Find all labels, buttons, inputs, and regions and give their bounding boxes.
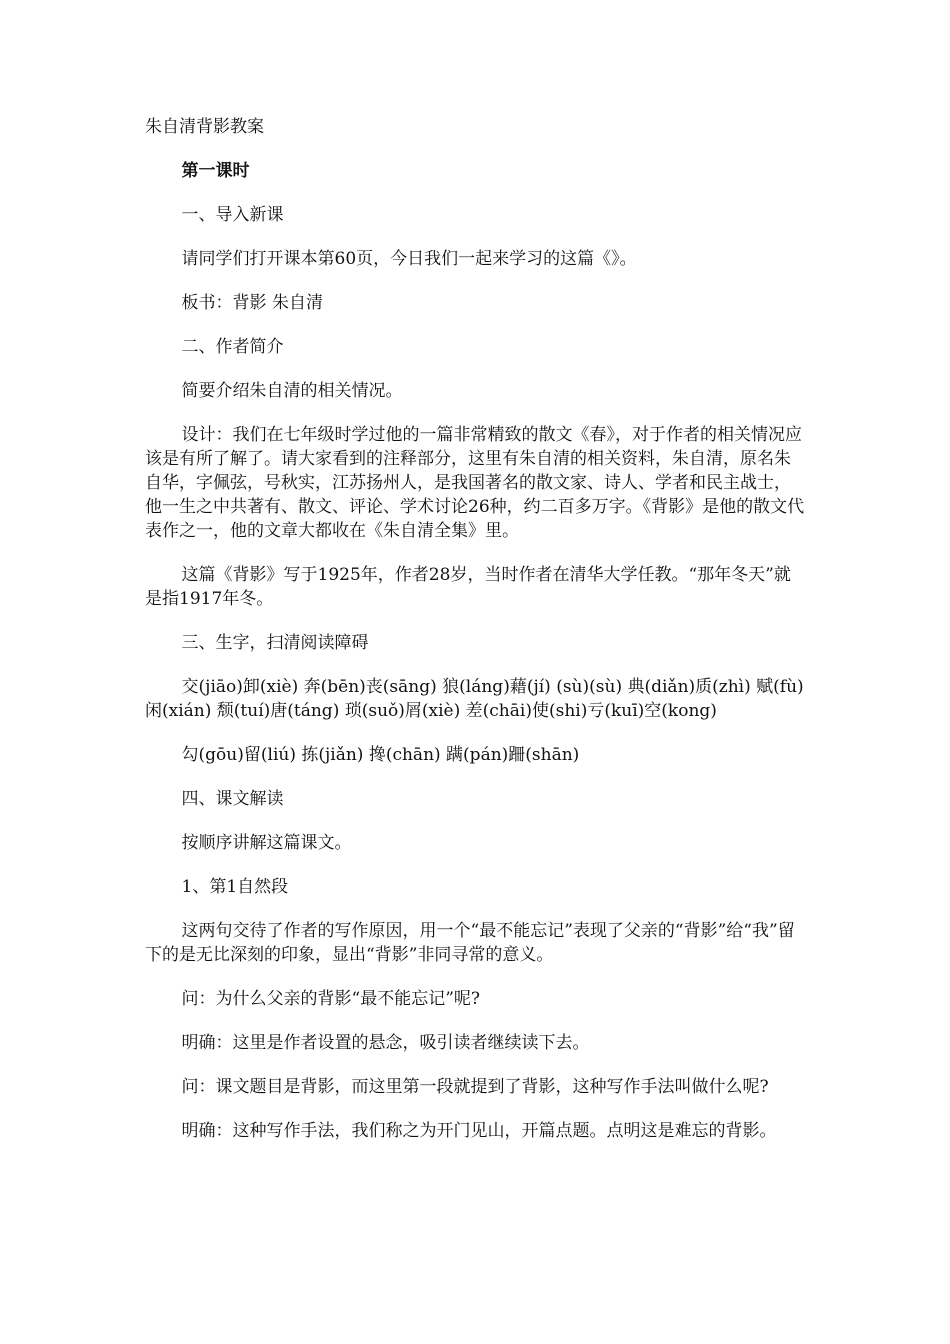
section-heading-reading: 四、课文解读 [181,789,284,809]
subheading: 1、第1自然段 [181,877,289,897]
lesson-heading: 第一课时 [181,161,250,181]
paragraph: 这两句交待了作者的写作原因，用一个“最不能忘记”表现了父亲的“背影”给“我”留下的是无比深刻的印象，显出“背影”非同寻常的意义。 [145,921,795,965]
document-body [145,115,805,1163]
paragraph: 请同学们打开课本第60页，今日我们一起来学习的这篇《》。 [181,249,637,269]
paragraph: 设计：我们在七年级时学过他的一篇非常精致的散文《春》，对于作者的相关情况应该是有所了解了。请大家看到的注释部分，这里有朱自清的相关资料，朱自清，原名朱自华，字佩弦，号秋实，江苏扬州人，是我国著名的散文家、诗人、学者和民主战士，他一生之中共著有、散文、评论、学术讨论26种，约二百多万字。《背影》是他的散文代表作之一，他的文章大都收在《朱自清全集》里。 [145,425,805,541]
section-heading-intro: 一、导入新课 [181,205,284,225]
answer: 明确：这里是作者设置的悬念，吸引读者继续读下去。 [181,1033,590,1053]
paragraph: 按顺序讲解这篇课文。 [181,833,352,853]
vocabulary-list: 勾(gōu)留(liú) 拣(jiǎn) 搀(chān) 蹒(pán)跚(shān) [181,745,580,765]
paragraph: 板书：背影 朱自清 [181,293,323,313]
vocabulary-list: 交(jiāo)卸(xiè) 奔(bēn)丧(sāng) 狼(láng)藉(jí) (sù)(sù) 典(diǎn)质(zhì) 赋(fù)闲(xián) 颓(tuí)唐(táng) 琐(suǒ)屑(xiè) 差(chāi)使(shi)亏(kuī)空(kong) [145,677,804,721]
section-heading-vocabulary: 三、生字，扫清阅读障碍 [181,633,369,653]
question: 问：课文题目是背影，而这里第一段就提到了背影，这种写作手法叫做什么呢? [181,1077,769,1097]
paragraph: 这篇《背影》写于1925年，作者28岁，当时作者在清华大学任教。“那年冬天”就是指1917年冬。 [145,565,791,609]
paragraph: 简要介绍朱自清的相关情况。 [181,381,403,401]
answer: 明确：这种写作手法，我们称之为开门见山，开篇点题。点明这是难忘的背影。 [181,1121,777,1141]
question: 问：为什么父亲的背影“最不能忘记”呢? [181,989,481,1009]
document-title: 朱自清背影教案 [145,117,264,137]
section-heading-author: 二、作者简介 [181,337,284,357]
